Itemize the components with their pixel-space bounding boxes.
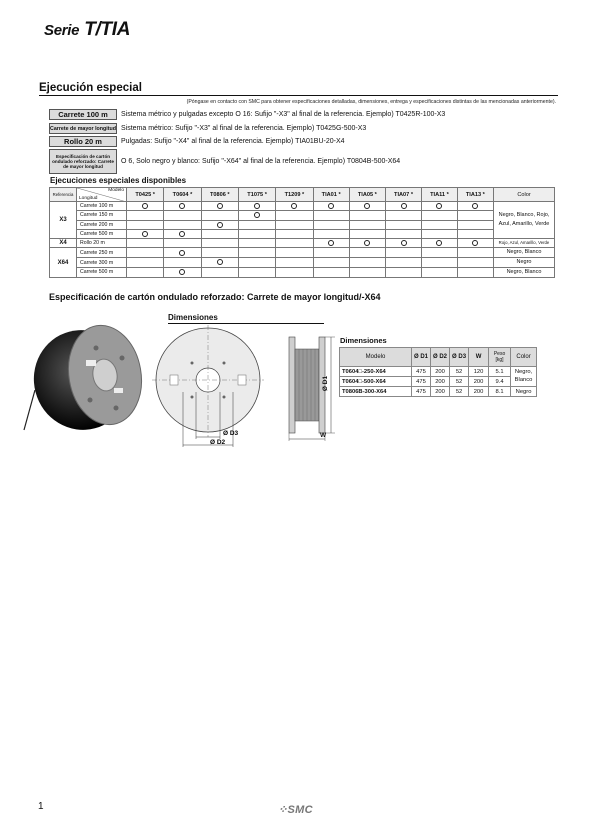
available-title: Ejecuciones especiales disponibles [50, 176, 187, 185]
cell-color: Rojo, Azul, Amarillo, Verde [494, 239, 555, 248]
cell-availability [313, 268, 349, 278]
cell-availability [164, 258, 201, 268]
cell-availability [422, 248, 458, 258]
section-title: Ejecución especial [39, 82, 558, 96]
page-number: 1 [38, 801, 44, 812]
cell-availability [457, 220, 493, 229]
cell-availability [422, 229, 458, 238]
cell-availability [127, 258, 164, 268]
cell-availability [127, 220, 164, 229]
option-desc: Sistema métrico: Sufijo "-X3" al final de la referencia. Ejemplo) T0425G-500-X3 [121, 125, 367, 132]
smc-logo: ⁘SMC [278, 804, 313, 816]
cell-availability [276, 211, 313, 220]
cell-availability [276, 248, 313, 258]
cell-availability [127, 229, 164, 238]
cell-availability [422, 268, 458, 278]
label-w: W [320, 432, 327, 439]
option-desc: Pulgadas: Sufijo "-X4" al final de la referencia. Ejemplo) TIA01BU-20-X4 [121, 138, 345, 145]
cell-color: Negro [511, 387, 537, 397]
cell-color: Negro, Blanco [494, 268, 555, 278]
cell-color: Negro, Blanco, Rojo, Azul, Amarillo, Verde [494, 202, 555, 239]
cell-availability [385, 248, 421, 258]
cell-length: Carrete 250 m [77, 248, 127, 258]
available-circle-icon [142, 203, 148, 209]
cell-availability [238, 268, 275, 278]
cell-availability [164, 202, 201, 211]
cell-availability [164, 239, 201, 248]
cell-availability [201, 229, 238, 238]
model-col: TIA13 * [457, 188, 493, 202]
cell-availability [457, 202, 493, 211]
cell-availability [349, 248, 385, 258]
table-row [50, 268, 555, 278]
cell-availability [385, 229, 421, 238]
cell-length: Carrete 300 m [77, 258, 127, 268]
cell-availability [276, 239, 313, 248]
cell-model: T0604□-250-X64 [340, 367, 412, 377]
cell-w: 200 [469, 377, 489, 387]
table-row [340, 377, 537, 387]
available-body [50, 202, 555, 278]
cell-availability [422, 258, 458, 268]
model-col: T0806 * [201, 188, 238, 202]
cell-availability [349, 211, 385, 220]
label-d3: Ø D3 [223, 430, 239, 437]
cell-availability [385, 239, 421, 248]
cell-availability [164, 211, 201, 220]
series-model: T/TIA [84, 19, 131, 40]
cell-availability [313, 211, 349, 220]
cell-availability [201, 258, 238, 268]
model-col: T0604 * [164, 188, 201, 202]
cell-availability [313, 229, 349, 238]
table-header-row [340, 348, 537, 367]
cell-availability [201, 248, 238, 258]
cell-weight: 5.1 [489, 367, 511, 377]
cell-availability [276, 258, 313, 268]
cell-availability [422, 202, 458, 211]
available-circle-icon [217, 203, 223, 209]
cell-model: T0604□-500-X64 [340, 377, 412, 387]
cell-availability [238, 258, 275, 268]
available-circle-icon [401, 240, 407, 246]
cell-w: 120 [469, 367, 489, 377]
series-label: Serie [44, 22, 80, 39]
cell-availability [201, 211, 238, 220]
cell-availability [349, 229, 385, 238]
cell-d2: 200 [431, 377, 450, 387]
header-ref: Referencia [50, 188, 77, 202]
available-circle-icon [179, 231, 185, 237]
cell-availability [457, 268, 493, 278]
col-d1: Ø D1 [412, 348, 431, 367]
available-table [49, 187, 555, 278]
cell-availability [457, 211, 493, 220]
available-circle-icon [364, 240, 370, 246]
cell-d2: 200 [431, 387, 450, 397]
cell-availability [385, 258, 421, 268]
cell-availability [349, 220, 385, 229]
cell-availability [127, 202, 164, 211]
table-row [50, 258, 555, 268]
dimensions-title: Dimensiones [168, 313, 324, 324]
cell-color: Negro, Blanco [511, 367, 537, 387]
cell-availability [127, 211, 164, 220]
cell-availability [313, 202, 349, 211]
available-circle-icon [179, 269, 185, 275]
available-circle-icon [217, 222, 223, 228]
cell-length: Carrete 100 m [77, 202, 127, 211]
cell-availability [349, 258, 385, 268]
available-circle-icon [436, 240, 442, 246]
cell-availability [127, 268, 164, 278]
option-desc: O 6, Solo negro y blanco: Sufijo "-X64" al final de la referencia. Ejemplo) T0804B-500-X64 [121, 158, 401, 165]
contact-note: (Póngase en contacto con SMC para obtener especificaciones detalladas, dimensiones, entrega y especificaciones distintas de las mencionadas anteriormente). [186, 99, 556, 105]
cell-availability [164, 248, 201, 258]
cell-availability [385, 268, 421, 278]
available-circle-icon [472, 240, 478, 246]
cell-length: Carrete 500 m [77, 229, 127, 238]
cell-availability [349, 268, 385, 278]
cell-availability [276, 268, 313, 278]
model-col: TIA01 * [313, 188, 349, 202]
label-d2: Ø D2 [210, 439, 226, 446]
cell-length: Carrete 200 m [77, 220, 127, 229]
table-header-row [50, 188, 555, 202]
spool-side-drawing [285, 333, 340, 443]
cell-model: T0806B-300-X64 [340, 387, 412, 397]
table-row [340, 367, 537, 377]
model-col: T1209 * [276, 188, 313, 202]
available-circle-icon [472, 203, 478, 209]
cell-weight: 9.4 [489, 377, 511, 387]
model-col: TIA05 * [349, 188, 385, 202]
header-color: Color [494, 188, 555, 202]
table-row [340, 387, 537, 397]
available-circle-icon [254, 203, 260, 209]
available-circle-icon [436, 203, 442, 209]
available-circle-icon [179, 250, 185, 256]
cell-length: Carrete 150 m [77, 211, 127, 220]
table-row [50, 211, 555, 220]
table-row [50, 229, 555, 238]
col-color: Color [511, 348, 537, 367]
option-row [49, 109, 445, 120]
cell-availability [313, 258, 349, 268]
cell-availability [313, 248, 349, 258]
col-weight: Peso [kg] [489, 348, 511, 367]
cell-length: Rollo 20 m [77, 239, 127, 248]
cell-availability [313, 239, 349, 248]
cell-availability [238, 239, 275, 248]
cell-availability [276, 220, 313, 229]
available-circle-icon [142, 231, 148, 237]
option-row [49, 149, 400, 174]
available-circle-icon [401, 203, 407, 209]
logo-text: SMC [287, 804, 313, 816]
cell-d3: 52 [450, 387, 469, 397]
table-row [50, 248, 555, 258]
header-model: Modelo [108, 188, 124, 193]
cell-availability [201, 239, 238, 248]
spec-title: Especificación de cartón ondulado reforzado: Carrete de mayor longitud/-X64 [49, 292, 381, 302]
cell-ref: X64 [50, 248, 77, 277]
cell-availability [238, 211, 275, 220]
cell-d3: 52 [450, 367, 469, 377]
available-circle-icon [364, 203, 370, 209]
table-row [50, 202, 555, 211]
cell-availability [164, 220, 201, 229]
cell-availability [313, 220, 349, 229]
option-label: Rollo 20 m [49, 136, 117, 147]
cell-availability [127, 239, 164, 248]
cell-availability [349, 239, 385, 248]
cell-availability [385, 202, 421, 211]
col-d3: Ø D3 [450, 348, 469, 367]
available-circle-icon [217, 259, 223, 265]
cell-d3: 52 [450, 377, 469, 387]
cell-availability [238, 229, 275, 238]
col-d2: Ø D2 [431, 348, 450, 367]
cell-color: Negro [494, 258, 555, 268]
option-row [49, 136, 345, 147]
spool-front-drawing [140, 325, 300, 450]
available-circle-icon [254, 212, 260, 218]
cell-ref: X3 [50, 202, 77, 239]
cell-w: 200 [469, 387, 489, 397]
cell-availability [457, 229, 493, 238]
cell-availability [238, 220, 275, 229]
header-length: Longitud [79, 196, 98, 201]
available-circle-icon [328, 203, 334, 209]
cell-availability [238, 248, 275, 258]
option-row [49, 123, 366, 134]
cell-availability [457, 239, 493, 248]
cell-availability [422, 220, 458, 229]
cell-d2: 200 [431, 367, 450, 377]
available-circle-icon [328, 240, 334, 246]
cell-availability [276, 202, 313, 211]
cell-availability [422, 239, 458, 248]
model-col: TIA11 * [422, 188, 458, 202]
model-col: T0425 * [127, 188, 164, 202]
spool-photo [20, 320, 150, 435]
col-model: Modelo [340, 348, 412, 367]
option-desc: Sistema métrico y pulgadas excepto O 16: Sufijo "-X3" al final de la referencia. Ejemplo) T0425R-100-X3 [121, 111, 446, 118]
cell-availability [276, 229, 313, 238]
available-circle-icon [179, 203, 185, 209]
cell-availability [201, 220, 238, 229]
cell-availability [238, 202, 275, 211]
cell-availability [349, 202, 385, 211]
cell-length: Carrete 500 m [77, 268, 127, 278]
available-circle-icon [291, 203, 297, 209]
option-label: Especificación de cartón ondulado reforzado: Carrete de mayor longitud [49, 149, 117, 174]
cell-availability [457, 258, 493, 268]
table-row [50, 239, 555, 248]
table-row [50, 220, 555, 229]
series-title [44, 19, 130, 41]
label-d1: Ø D1 [322, 375, 330, 392]
cell-availability [127, 248, 164, 258]
dimensions-table [339, 347, 537, 397]
header-diagonal [77, 188, 127, 202]
col-w: W [469, 348, 489, 367]
cell-availability [164, 268, 201, 278]
option-label: Carrete 100 m [49, 109, 117, 120]
dimensions-table-title: Dimensiones [340, 336, 387, 345]
cell-ref: X4 [50, 239, 77, 248]
model-col: T1075 * [238, 188, 275, 202]
option-label: Carrete de mayor longitud [49, 123, 117, 134]
cell-availability [457, 248, 493, 258]
cell-availability [385, 211, 421, 220]
cell-d1: 475 [412, 377, 431, 387]
cell-d1: 475 [412, 367, 431, 377]
cell-weight: 8.1 [489, 387, 511, 397]
cell-availability [385, 220, 421, 229]
cell-d1: 475 [412, 387, 431, 397]
cell-availability [201, 268, 238, 278]
cell-color: Negro, Blanco [494, 248, 555, 258]
cell-availability [422, 211, 458, 220]
cell-availability [201, 202, 238, 211]
cell-availability [164, 229, 201, 238]
model-col: TIA07 * [385, 188, 421, 202]
